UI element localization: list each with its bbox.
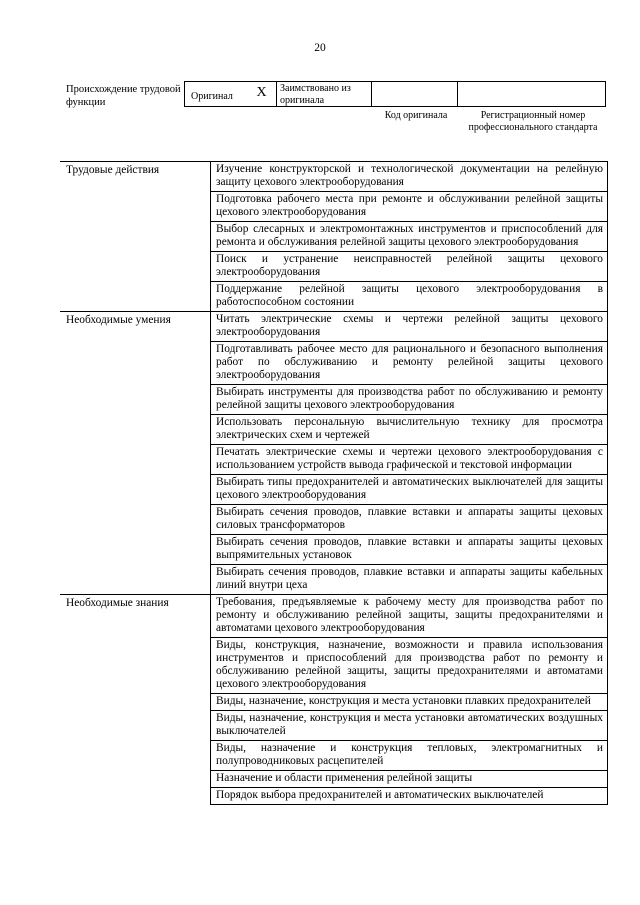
- origin-box: [184, 81, 606, 107]
- section-item: Поддержание релейной защиты цехового электрооборудования в работоспособном состоянии: [211, 282, 608, 312]
- borrowed-label: Заимствовано из оригинала: [277, 82, 372, 106]
- table-row: [60, 595, 608, 638]
- section-item: Выбирать типы предохранителей и автоматических выключателей для защиты цехового электрооборудования: [211, 475, 608, 505]
- table-row: [60, 312, 608, 342]
- page-number: 20: [314, 42, 326, 54]
- original-mark: X: [247, 82, 277, 106]
- registration-caption: Регистрационный номер профессионального стандарта: [468, 110, 598, 133]
- registration-number-cell: [458, 82, 605, 106]
- section-item: Выбирать сечения проводов, плавкие вставки и аппараты защиты цеховых выпрямительных установок: [211, 535, 608, 565]
- origin-label: Происхождение трудовой функции: [66, 84, 181, 108]
- original-label: Оригинал: [191, 91, 233, 102]
- section-item: Читать электрические схемы и чертежи релейной защиты цехового электрооборудования: [211, 312, 608, 342]
- section-item: Использовать персональную вычислительную технику для просмотра электрических схем и чертежей: [211, 415, 608, 445]
- section-item: Изучение конструкторской и технологической документации на релейную защиту цехового электрооборудования: [211, 162, 608, 192]
- section-item: Подготовка рабочего места при ремонте и обслуживании релейной защиты цехового электрооборудования: [211, 192, 608, 222]
- section-title: Необходимые знания: [60, 595, 211, 805]
- code-caption: Код оригинала: [384, 110, 448, 121]
- function-table: [60, 161, 608, 805]
- section-item: Выбирать инструменты для производства работ по обслуживанию и ремонту релейной защиты цехового электрооборудования: [211, 385, 608, 415]
- section-item: Виды, назначение и конструкция тепловых, электромагнитных и полупроводниковых расцепителей: [211, 741, 608, 771]
- section-item: Виды, назначение, конструкция и места установки плавких предохранителей: [211, 694, 608, 711]
- section-item: Виды, конструкция, назначение, возможности и правила использования инструментов и приспособлений для производства работ по ремонту и обслуживанию релейной защиты, защиты предохранителями и автоматами цехового электрооборудования: [211, 638, 608, 694]
- table-row: [60, 162, 608, 192]
- section-item: Требования, предъявляемые к рабочему месту для производства работ по ремонту и обслуживанию релейной защиты, защиты предохранителями и автоматами цехового электрооборудования: [211, 595, 608, 638]
- section-item: Поиск и устранение неисправностей релейной защиты цехового электрооборудования: [211, 252, 608, 282]
- section-item: Подготавливать рабочее место для рационального и безопасного выполнения работ по обслуживанию и ремонту релейной защиты цехового электрооборудования: [211, 342, 608, 385]
- section-title: Необходимые умения: [60, 312, 211, 595]
- section-item: Выбирать сечения проводов, плавкие вставки и аппараты защиты кабельных линий внутри цеха: [211, 565, 608, 595]
- section-item: Назначение и области применения релейной защиты: [211, 771, 608, 788]
- section-item: Печатать электрические схемы и чертежи цехового электрооборудования с использованием устройств вывода графической и текстовой информации: [211, 445, 608, 475]
- section-item: Выбирать сечения проводов, плавкие вставки и аппараты защиты цеховых силовых трансформаторов: [211, 505, 608, 535]
- section-item: Виды, назначение, конструкция и места установки автоматических воздушных выключателей: [211, 711, 608, 741]
- section-item: Выбор слесарных и электромонтажных инструментов и приспособлений для ремонта и обслуживания релейной защиты цехового электрооборудования: [211, 222, 608, 252]
- section-item: Порядок выбора предохранителей и автоматических выключателей: [211, 788, 608, 805]
- original-code-cell: [372, 82, 458, 106]
- section-title: Трудовые действия: [60, 162, 211, 312]
